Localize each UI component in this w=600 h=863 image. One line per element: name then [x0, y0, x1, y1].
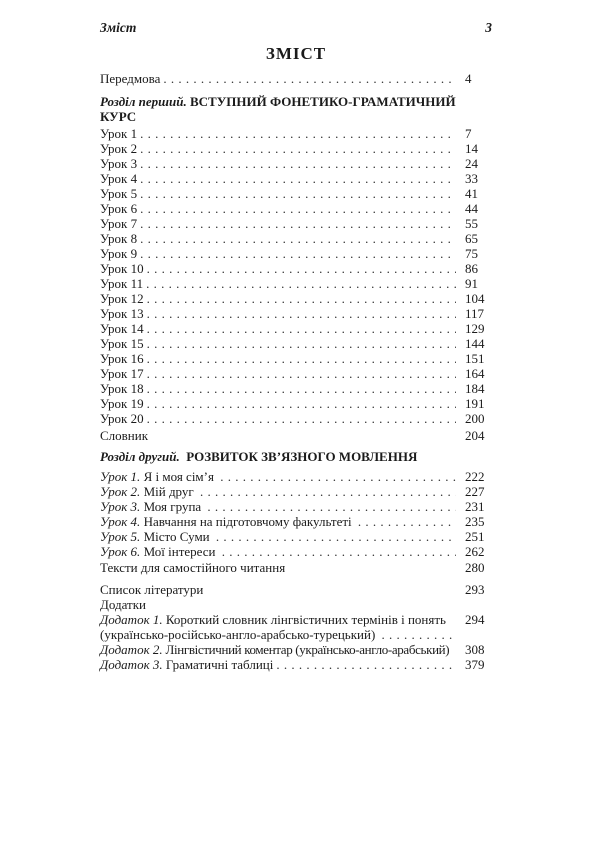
entry-page-number: 164: [465, 366, 485, 381]
entry-label-italic: Додаток 1.: [100, 612, 163, 627]
entry-label: Місто Суми: [140, 529, 213, 544]
entry-label-italic: Урок 5.: [100, 529, 141, 544]
running-header-page-number: 3: [485, 20, 492, 35]
entry-body: [100, 351, 456, 366]
entry-label-continued: КУРС: [100, 109, 137, 124]
entry-line: [100, 428, 456, 443]
entry-label: Додатки: [100, 597, 146, 612]
entry-page-number: 75: [465, 246, 478, 261]
entry-line: [100, 449, 456, 464]
toc-entry: [100, 306, 492, 321]
entry-label-italic: Розділ перший.: [100, 94, 187, 109]
entry-line: [100, 597, 456, 612]
entry-line: [100, 261, 456, 276]
entry-line: [100, 186, 456, 201]
dot-leader: [140, 126, 456, 141]
toc-entry: [100, 657, 492, 672]
entry-line: [100, 514, 456, 529]
entry-label: Урок 11: [100, 276, 144, 291]
toc-entry: [100, 186, 492, 201]
entry-body: [100, 514, 456, 529]
entry-page-number: 4: [465, 71, 472, 86]
dot-leader: [140, 231, 456, 246]
entry-line: [100, 469, 456, 484]
entry-line: [100, 612, 456, 627]
entry-label: Урок 18: [100, 381, 144, 396]
entry-page-number: 293: [465, 582, 485, 597]
dot-leader: [200, 484, 456, 499]
entry-label: Список літератури: [100, 582, 204, 597]
toc-entry: [100, 597, 492, 612]
entry-page-number: 14: [465, 141, 478, 156]
entry-body: [100, 612, 456, 642]
entry-label: Урок 2: [100, 141, 138, 156]
dot-leader: [147, 321, 456, 336]
entry-body: [100, 291, 456, 306]
entry-body: [100, 94, 456, 124]
page-content: [100, 20, 492, 672]
entry-body: [100, 469, 456, 484]
toc-entry: [100, 544, 492, 559]
entry-label-italic: Урок 2.: [100, 484, 141, 499]
entry-label-italic: Додаток 2.: [100, 642, 163, 657]
entry-label: Урок 4: [100, 171, 138, 186]
dot-leader: [358, 514, 456, 529]
entry-page-number: 235: [465, 514, 485, 529]
toc-entry: [100, 484, 492, 499]
entry-label: Урок 5: [100, 186, 138, 201]
entry-line: [100, 381, 456, 396]
entry-label-italic: Урок 6.: [100, 544, 141, 559]
dot-leader: [276, 657, 456, 672]
dot-leader: [147, 351, 456, 366]
toc-entry: [100, 396, 492, 411]
entry-line: [100, 306, 456, 321]
dot-leader: [146, 276, 456, 291]
entry-label: Урок 20: [100, 411, 144, 426]
entry-label-italic: Додаток 3.: [100, 657, 163, 672]
entry-label: Урок 17: [100, 366, 144, 381]
entry-body: [100, 276, 456, 291]
entry-body: [100, 261, 456, 276]
entry-page-number: 55: [465, 216, 478, 231]
entry-label: Мій друг: [140, 484, 197, 499]
entry-page-number: 231: [465, 499, 485, 514]
entry-body: [100, 156, 456, 171]
dot-leader: [163, 71, 456, 86]
dot-leader: [382, 627, 456, 642]
dot-leader: [216, 529, 456, 544]
entry-line-2: [100, 627, 456, 642]
entry-label: Урок 16: [100, 351, 144, 366]
dot-leader: [140, 171, 456, 186]
entry-label: Урок 19: [100, 396, 144, 411]
dot-leader: [147, 306, 456, 321]
entry-body: [100, 499, 456, 514]
toc-entry: [100, 499, 492, 514]
dot-leader: [147, 261, 456, 276]
entry-line-2: [100, 109, 456, 124]
entry-body: [100, 186, 456, 201]
dot-leader: [222, 544, 456, 559]
dot-leader: [147, 366, 456, 381]
entry-label-italic: Урок 3.: [100, 499, 141, 514]
entry-page-number: 204: [465, 428, 485, 443]
toc-entry: [100, 71, 492, 86]
toc-entry: [100, 94, 492, 124]
entry-body: [100, 449, 456, 464]
entry-line: [100, 201, 456, 216]
entry-page-number: 91: [465, 276, 478, 291]
toc-entry: [100, 366, 492, 381]
toc-entry: [100, 246, 492, 261]
entry-label: Лінгвістичний коментар (українсько-англо-арабський): [162, 642, 450, 657]
toc-entry: [100, 126, 492, 141]
entry-page-number: 65: [465, 231, 478, 246]
entry-body: [100, 126, 456, 141]
toc-entry: [100, 469, 492, 484]
entry-label: Короткий словник лінгвістичних термінів і понять: [162, 612, 446, 627]
entry-body: [100, 201, 456, 216]
toc-entry: [100, 449, 492, 464]
entry-label: Мої інтереси: [140, 544, 219, 559]
entry-page-number: 379: [465, 657, 485, 672]
entry-line: [100, 396, 456, 411]
dot-leader: [140, 156, 456, 171]
entry-page-number: 262: [465, 544, 485, 559]
entry-body: [100, 582, 456, 597]
toc-entry: [100, 156, 492, 171]
toc-entry: [100, 171, 492, 186]
entry-label: Урок 12: [100, 291, 144, 306]
entry-line: [100, 171, 456, 186]
entry-page-number: 294: [465, 612, 485, 627]
entry-page-number: 33: [465, 171, 478, 186]
entry-body: [100, 381, 456, 396]
entry-page-number: 117: [465, 306, 485, 321]
entry-line: [100, 94, 456, 109]
entry-body: [100, 71, 456, 86]
entry-body: [100, 216, 456, 231]
entry-line: [100, 411, 456, 426]
entry-label: Навчання на підготовчому факультеті: [140, 514, 355, 529]
entry-page-number: 24: [465, 156, 478, 171]
entry-line: [100, 484, 456, 499]
entry-body: [100, 336, 456, 351]
entry-label: Урок 10: [100, 261, 144, 276]
page-title: ЗМІСТ: [265, 44, 327, 63]
entry-page-number: 144: [465, 336, 485, 351]
entry-label: Передмова: [100, 71, 161, 86]
toc-entry: [100, 231, 492, 246]
entry-line: [100, 351, 456, 366]
entry-body: [100, 246, 456, 261]
entry-body: [100, 597, 456, 612]
entry-label: Я і моя сім’я: [140, 469, 218, 484]
entry-label: Урок 3: [100, 156, 138, 171]
dot-leader: [140, 201, 456, 216]
entry-line: [100, 529, 456, 544]
entry-page-number: 151: [465, 351, 485, 366]
dot-leader: [147, 291, 456, 306]
entry-line: [100, 246, 456, 261]
entry-label: ВСТУПНИЙ ФОНЕТИКО-ГРАМАТИЧНИЙ: [186, 94, 456, 109]
entry-line: [100, 544, 456, 559]
entry-body: [100, 642, 456, 657]
dot-leader: [147, 396, 456, 411]
entry-page-number: 308: [465, 642, 485, 657]
dot-leader: [147, 336, 456, 351]
entry-line: [100, 156, 456, 171]
entry-label: Урок 6: [100, 201, 138, 216]
entry-page-number: 200: [465, 411, 485, 426]
entry-label: Граматичні таблиці: [162, 657, 274, 672]
entry-label: Урок 15: [100, 336, 144, 351]
toc-entry: [100, 411, 492, 426]
entry-line: [100, 291, 456, 306]
entry-page-number: 222: [465, 469, 485, 484]
entry-body: [100, 306, 456, 321]
entry-label: Урок 1: [100, 126, 138, 141]
entry-label-italic: Урок 1.: [100, 469, 141, 484]
entry-label: Тексти для самостійного читання: [100, 560, 286, 575]
toc-entry: [100, 141, 492, 156]
entry-label: Урок 13: [100, 306, 144, 321]
dot-leader: [140, 246, 456, 261]
entry-label: РОЗВИТОК ЗВ’ЯЗНОГО МОВЛЕННЯ: [179, 449, 418, 464]
entry-page-number: 129: [465, 321, 485, 336]
entry-line: [100, 321, 456, 336]
entry-page-number: 86: [465, 261, 478, 276]
toc-entry: [100, 529, 492, 544]
entry-line: [100, 141, 456, 156]
toc-entry: [100, 261, 492, 276]
toc-entry: [100, 276, 492, 291]
entry-label: Урок 7: [100, 216, 138, 231]
entry-body: [100, 428, 456, 443]
dot-leader: [147, 411, 456, 426]
entry-line: [100, 499, 456, 514]
entry-line: [100, 657, 456, 672]
entry-label: Словник: [100, 428, 149, 443]
dot-leader: [207, 499, 456, 514]
entry-body: [100, 396, 456, 411]
toc-entry: [100, 351, 492, 366]
entry-label-italic: Розділ другий.: [100, 449, 180, 464]
entry-page-number: 251: [465, 529, 485, 544]
entry-body: [100, 560, 456, 575]
dot-leader: [147, 381, 456, 396]
entry-body: [100, 171, 456, 186]
toc-entry: [100, 560, 492, 575]
toc-entry: [100, 321, 492, 336]
entry-body: [100, 321, 456, 336]
entry-label-continued: (українсько-російсько-англо-арабсько-турецький): [100, 627, 379, 642]
entry-body: [100, 484, 456, 499]
dot-leader: [220, 469, 456, 484]
entry-label-italic: Урок 4.: [100, 514, 141, 529]
entry-line: [100, 126, 456, 141]
toc-entry: [100, 216, 492, 231]
toc-list: [100, 71, 492, 672]
entry-page-number: 191: [465, 396, 485, 411]
dot-leader: [140, 141, 456, 156]
dot-leader: [140, 186, 456, 201]
toc-entry: [100, 291, 492, 306]
entry-label: Урок 8: [100, 231, 138, 246]
entry-page-number: 227: [465, 484, 485, 499]
entry-page-number: 41: [465, 186, 478, 201]
toc-entry: [100, 642, 492, 657]
entry-page-number: 7: [465, 126, 472, 141]
entry-line: [100, 276, 456, 291]
entry-line: [100, 231, 456, 246]
toc-entry: [100, 428, 492, 443]
entry-body: [100, 231, 456, 246]
entry-label: Урок 9: [100, 246, 138, 261]
running-header: [100, 20, 492, 35]
entry-line: [100, 216, 456, 231]
entry-body: [100, 411, 456, 426]
entry-label: Урок 14: [100, 321, 144, 336]
toc-entry: [100, 612, 492, 642]
entry-body: [100, 366, 456, 381]
entry-line: [100, 582, 456, 597]
entry-body: [100, 529, 456, 544]
entry-line: [100, 366, 456, 381]
entry-page-number: 44: [465, 201, 478, 216]
toc-entry: [100, 336, 492, 351]
running-header-title: Зміст: [100, 20, 137, 35]
entry-line: [100, 560, 456, 575]
entry-page-number: 280: [465, 560, 485, 575]
toc-entry: [100, 514, 492, 529]
toc-entry: [100, 582, 492, 597]
toc-entry: [100, 201, 492, 216]
entry-line: [100, 642, 456, 657]
entry-page-number: 104: [465, 291, 485, 306]
entry-body: [100, 141, 456, 156]
entry-body: [100, 544, 456, 559]
entry-body: [100, 657, 456, 672]
toc-entry: [100, 381, 492, 396]
dot-leader: [140, 216, 456, 231]
entry-line: [100, 336, 456, 351]
entry-page-number: 184: [465, 381, 485, 396]
entry-line: [100, 71, 456, 86]
entry-label: Моя група: [140, 499, 205, 514]
